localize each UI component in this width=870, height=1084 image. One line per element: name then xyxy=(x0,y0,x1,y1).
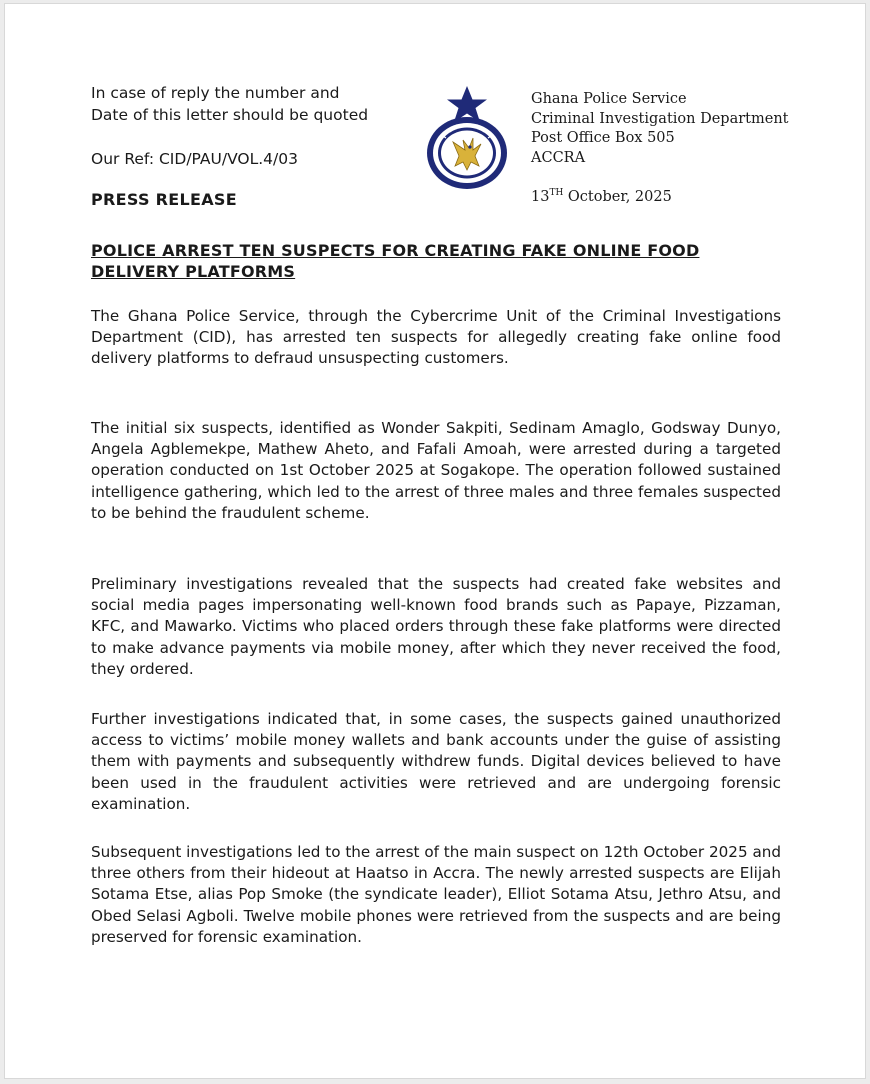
press-release-label: PRESS RELEASE xyxy=(91,190,237,209)
date-suffix: TH xyxy=(549,188,564,199)
date-day: 13 xyxy=(531,189,550,205)
reference-number: Our Ref: CID/PAU/VOL.4/03 xyxy=(91,150,298,168)
star-icon xyxy=(447,86,487,122)
address-line-3: Post Office Box 505 xyxy=(531,130,675,146)
sender-address xyxy=(531,90,788,168)
address-line-4: ACCRA xyxy=(531,149,586,166)
reply-note xyxy=(91,82,431,126)
reply-note-line-1: In case of reply the number and xyxy=(91,84,340,102)
body-paragraph-1: The Ghana Police Service, through the Cybercrime Unit of the Criminal Investigations Department (CID), has arrested ten suspects for allegedly creating fake online food delivery platforms to defraud unsuspecting customers. xyxy=(91,307,781,368)
body-paragraph-2: The initial six suspects, identified as Wonder Sakpiti, Sedinam Amaglo, Godsway Dunyo, Angela Agblemekpe, Mathew Aheto, and Fafali Amoah, were arrested during a targeted operation conducted on 1st October 2025 at Sogakope. The operation followed sustained intelligence gathering, which led to the arrest of three males and three females suspected to be behind the fraudulent scheme. xyxy=(91,419,781,522)
body-paragraph-3: Preliminary investigations revealed that the suspects had created fake websites and social media pages impersonating well-known food brands such as Papaye, Pizzaman, KFC, and Mawarko. Victims who placed orders through these fake platforms were directed to make advance payments via mobile money, after which they never received the food, they ordered. xyxy=(91,575,781,678)
date-month-year: October, 2025 xyxy=(563,189,672,205)
body-paragraph-5: Subsequent investigations led to the arrest of the main suspect on 12th October 2025 and three others from their hideout at Haatso in Accra. The newly arrested suspects are Elijah Sotama Etse, alias Pop Smoke (the syndicate leader), Elliot Sotama Atsu, Jethro Atsu, and Obed Selasi Agboli. Twelve mobile phones were retrieved from the suspects and are being preserved for forensic examination. xyxy=(91,843,782,946)
address-line-2: Criminal Investigation Department xyxy=(531,110,789,127)
letter-date xyxy=(531,189,672,205)
reply-note-line-2: Date of this letter should be quoted xyxy=(91,106,369,124)
press-release-headline: POLICE ARREST TEN SUSPECTS FOR CREATING FAKE ONLINE FOOD DELIVERY PLATFORMS xyxy=(91,241,700,281)
ghana-police-crest-icon xyxy=(417,84,517,194)
body-paragraph-4: Further investigations indicated that, in some cases, the suspects gained unauthorized access to victims’ mobile money wallets and bank accounts under the guise of assisting them with payments and subsequently withdrew funds. Digital devices believed to have been used in the fraudulent activities were retrieved and are undergoing forensic examination. xyxy=(91,710,781,813)
address-line-1: Ghana Police Service xyxy=(531,91,687,107)
letter-page xyxy=(4,3,866,1079)
